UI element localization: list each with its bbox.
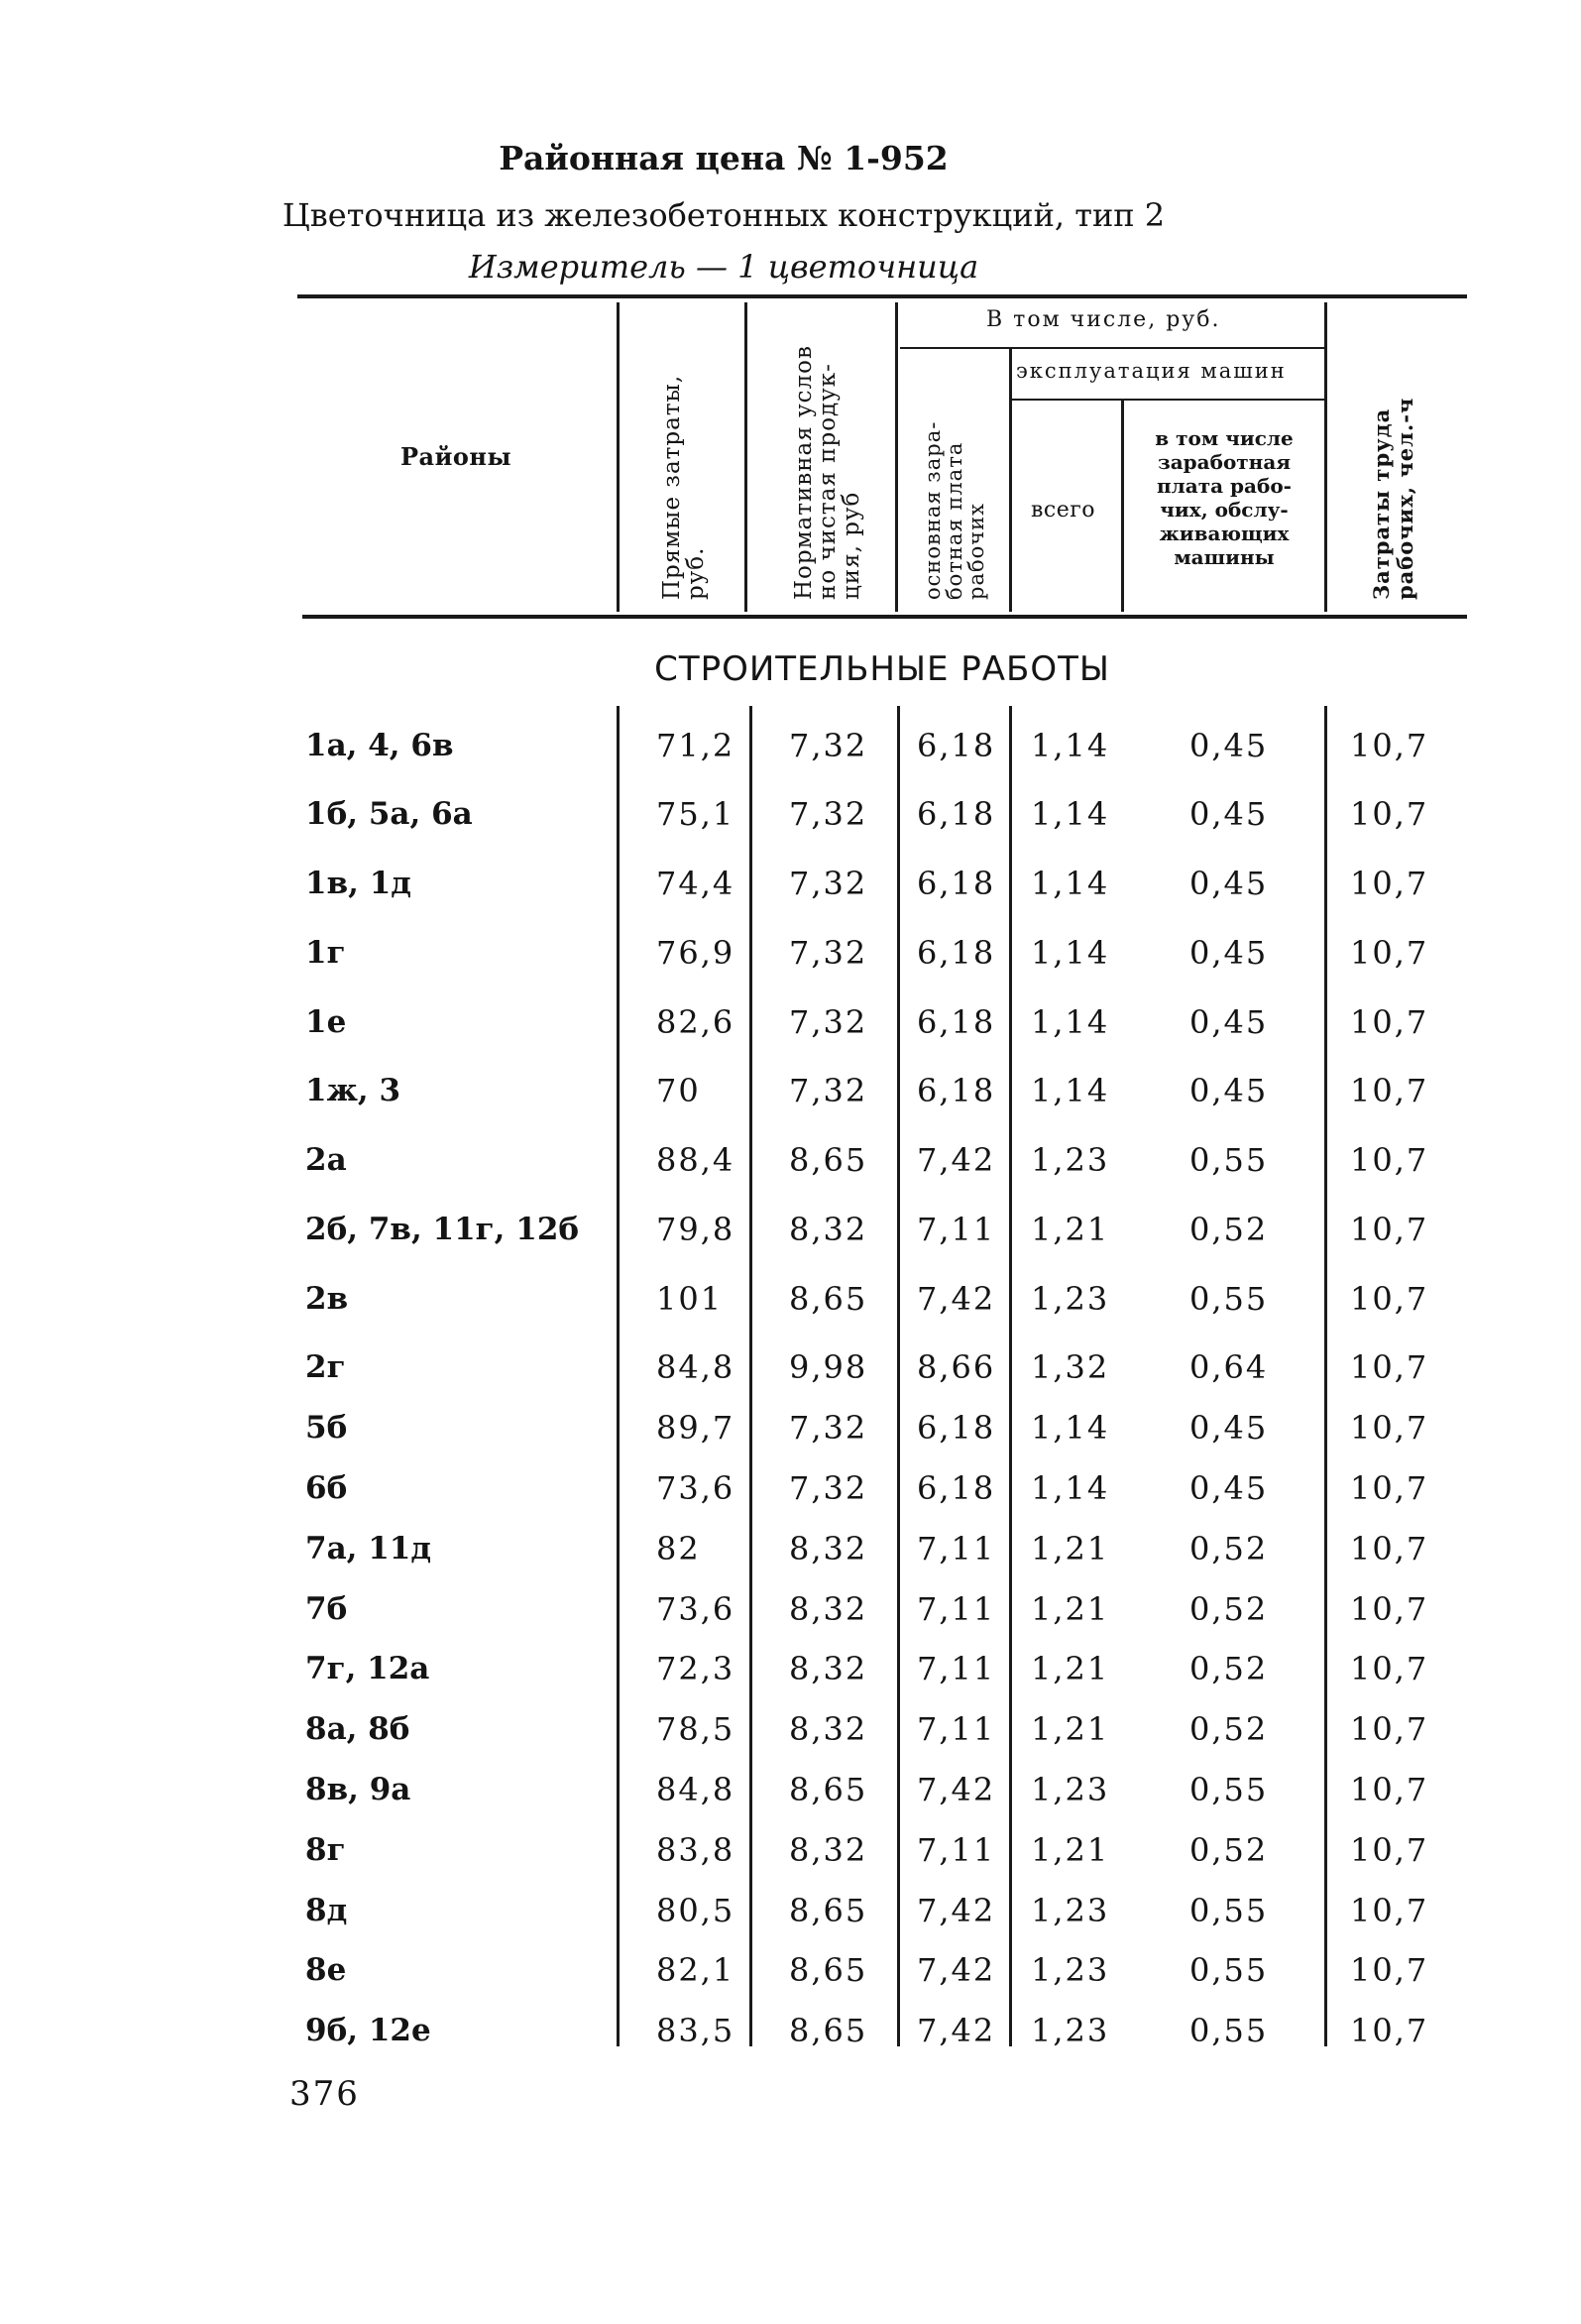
direct-costs-line-2: руб. (683, 546, 709, 600)
cell-normative: 8,65 (789, 1892, 868, 1929)
cell-basic-wage: 7,42 (917, 1771, 996, 1808)
machine-wage-line-1: в том числе (1155, 426, 1294, 450)
cell-basic-wage: 6,18 (917, 727, 996, 764)
basic-wage-line-2: ботная плата (943, 441, 966, 600)
machine-wage-line-2: заработная (1157, 450, 1292, 474)
cell-machine-total: 1,21 (1031, 1710, 1110, 1748)
cell-region: 9б, 12е (305, 2013, 431, 2048)
cell-region: 1ж, 3 (305, 1073, 401, 1108)
cell-direct-costs: 75,1 (656, 795, 735, 833)
table-row (0, 2006, 1581, 2055)
cell-direct-costs: 76,9 (656, 934, 735, 972)
cell-machine-total: 1,14 (1031, 727, 1110, 764)
cell-basic-wage: 7,42 (917, 1892, 996, 1929)
col-header-normative (778, 312, 877, 600)
cell-region: 1б, 5а, 6а (305, 796, 473, 832)
cell-machine-total: 1,14 (1031, 795, 1110, 833)
cell-machine-total: 1,23 (1031, 1280, 1110, 1318)
cell-machine-wage: 0,52 (1189, 1650, 1269, 1687)
cell-machine-wage: 0,52 (1189, 1831, 1269, 1869)
cell-normative: 9,98 (789, 1348, 868, 1386)
cell-direct-costs: 73,6 (656, 1590, 735, 1628)
cell-machine-total: 1,23 (1031, 1892, 1110, 1929)
cell-machine-wage: 0,52 (1189, 1710, 1269, 1748)
cell-labor: 10,7 (1350, 1409, 1429, 1447)
cell-normative: 8,65 (789, 1141, 868, 1179)
cell-machine-wage: 0,45 (1189, 1072, 1269, 1109)
table-row (0, 1765, 1581, 1814)
table-row (0, 1135, 1581, 1185)
cell-direct-costs: 82,1 (656, 1951, 735, 1989)
cell-basic-wage: 6,18 (917, 1409, 996, 1447)
cell-labor: 10,7 (1350, 1771, 1429, 1808)
cell-labor: 10,7 (1350, 1710, 1429, 1748)
cell-normative: 8,65 (789, 1771, 868, 1808)
col-header-direct-costs (649, 312, 719, 600)
cell-normative: 8,32 (789, 1710, 868, 1748)
cell-machine-total: 1,21 (1031, 1831, 1110, 1869)
header-divider-2 (744, 302, 747, 612)
cell-labor: 10,7 (1350, 1650, 1429, 1687)
section-title: СТРОИТЕЛЬНЫЕ РАБОТЫ (654, 649, 1110, 689)
cell-machine-wage: 0,45 (1189, 934, 1269, 972)
machine-wage-line-4: чих, обслу- (1160, 498, 1289, 522)
cell-direct-costs: 72,3 (656, 1650, 735, 1687)
cell-machine-total: 1,14 (1031, 934, 1110, 972)
cell-direct-costs: 80,5 (656, 1892, 735, 1929)
table-row (0, 721, 1581, 770)
basic-wage-line-3: рабочих (964, 503, 988, 600)
cell-machine-total: 1,21 (1031, 1530, 1110, 1568)
page-title: Районная цена № 1-952 (499, 139, 949, 177)
cell-machine-total: 1,23 (1031, 1771, 1110, 1808)
cell-basic-wage: 6,18 (917, 865, 996, 902)
normative-line-2: но чистая продук- (815, 363, 841, 600)
machine-wage-line-3: плата рабо- (1157, 474, 1292, 498)
machine-ops-rule (1011, 399, 1324, 401)
cell-labor: 10,7 (1350, 1141, 1429, 1179)
cell-labor: 10,7 (1350, 1211, 1429, 1248)
cell-machine-total: 1,21 (1031, 1211, 1110, 1248)
table-row (0, 1205, 1581, 1254)
cell-basic-wage: 7,42 (917, 1280, 996, 1318)
table-top-rule (297, 294, 1467, 298)
header-divider-6 (1324, 302, 1327, 612)
header-divider-1 (617, 302, 620, 612)
cell-machine-wage: 0,45 (1189, 795, 1269, 833)
cell-machine-wage: 0,52 (1189, 1590, 1269, 1628)
cell-region: 1г (305, 935, 346, 971)
cell-normative: 7,32 (789, 1469, 868, 1507)
cell-direct-costs: 71,2 (656, 727, 735, 764)
cell-normative: 8,32 (789, 1831, 868, 1869)
cell-region: 8в, 9а (305, 1772, 411, 1807)
header-divider-4 (1009, 349, 1012, 612)
cell-labor: 10,7 (1350, 1280, 1429, 1318)
cell-machine-wage: 0,52 (1189, 1211, 1269, 1248)
cell-machine-wage: 0,55 (1189, 1280, 1269, 1318)
page-subtitle: Цветочница из железобетонных конструкций, тип 2 (282, 196, 1166, 234)
cell-normative: 8,32 (789, 1211, 868, 1248)
col-header-including: В том числе, руб. (986, 307, 1221, 332)
cell-machine-wage: 0,55 (1189, 1892, 1269, 1929)
cell-basic-wage: 7,42 (917, 2012, 996, 2049)
cell-basic-wage: 6,18 (917, 934, 996, 972)
cell-direct-costs: 74,4 (656, 865, 735, 902)
cell-labor: 10,7 (1350, 1530, 1429, 1568)
cell-basic-wage: 7,11 (917, 1530, 996, 1568)
cell-basic-wage: 8,66 (917, 1348, 996, 1386)
cell-machine-total: 1,14 (1031, 1003, 1110, 1041)
table-row (0, 1945, 1581, 1995)
cell-labor: 10,7 (1350, 934, 1429, 972)
cell-normative: 8,32 (789, 1590, 868, 1628)
cell-region: 8а, 8б (305, 1711, 410, 1747)
cell-machine-wage: 0,64 (1189, 1348, 1269, 1386)
cell-normative: 7,32 (789, 727, 868, 764)
cell-machine-total: 1,14 (1031, 1469, 1110, 1507)
cell-machine-total: 1,23 (1031, 1141, 1110, 1179)
col-header-regions: Районы (400, 442, 512, 471)
cell-machine-wage: 0,55 (1189, 2012, 1269, 2049)
normative-line-3: ция, руб (839, 491, 864, 600)
cell-direct-costs: 78,5 (656, 1710, 735, 1748)
cell-machine-total: 1,32 (1031, 1348, 1110, 1386)
cell-machine-total: 1,21 (1031, 1590, 1110, 1628)
cell-region: 2а (305, 1142, 347, 1178)
cell-region: 2в (305, 1281, 349, 1317)
cell-region: 6б (305, 1470, 348, 1506)
cell-direct-costs: 82,6 (656, 1003, 735, 1041)
cell-region: 8г (305, 1832, 346, 1868)
cell-machine-wage: 0,55 (1189, 1141, 1269, 1179)
measure-unit: Измеритель — 1 цветочница (468, 248, 979, 286)
cell-machine-wage: 0,55 (1189, 1951, 1269, 1989)
col-header-labor (1360, 372, 1427, 600)
cell-machine-wage: 0,45 (1189, 1409, 1269, 1447)
cell-basic-wage: 7,42 (917, 1951, 996, 1989)
cell-region: 1е (305, 1004, 347, 1040)
cell-direct-costs: 84,8 (656, 1771, 735, 1808)
cell-normative: 7,32 (789, 1003, 868, 1041)
col-header-machine-ops: эксплуатация машин (1016, 359, 1287, 383)
cell-machine-wage: 0,52 (1189, 1530, 1269, 1568)
cell-labor: 10,7 (1350, 1469, 1429, 1507)
col-header-machine-wage (1130, 426, 1318, 569)
direct-costs-line-1: Прямые затраты, (659, 374, 685, 600)
cell-basic-wage: 6,18 (917, 1072, 996, 1109)
cell-basic-wage: 6,18 (917, 795, 996, 833)
table-row (0, 997, 1581, 1047)
table-row (0, 1644, 1581, 1693)
cell-labor: 10,7 (1350, 1951, 1429, 1989)
cell-basic-wage: 6,18 (917, 1003, 996, 1041)
cell-basic-wage: 6,18 (917, 1469, 996, 1507)
cell-direct-costs: 79,8 (656, 1211, 735, 1248)
cell-region: 8д (305, 1893, 348, 1928)
cell-direct-costs: 73,6 (656, 1469, 735, 1507)
cell-labor: 10,7 (1350, 2012, 1429, 2049)
cell-basic-wage: 7,11 (917, 1211, 996, 1248)
cell-machine-total: 1,23 (1031, 1951, 1110, 1989)
cell-machine-wage: 0,45 (1189, 1003, 1269, 1041)
cell-basic-wage: 7,42 (917, 1141, 996, 1179)
including-rule (900, 347, 1324, 349)
cell-machine-wage: 0,45 (1189, 1469, 1269, 1507)
table-row (0, 1886, 1581, 1935)
table-row (0, 928, 1581, 978)
cell-region: 1а, 4, 6в (305, 728, 454, 763)
cell-basic-wage: 7,11 (917, 1590, 996, 1628)
cell-direct-costs: 82 (656, 1530, 701, 1568)
cell-direct-costs: 101 (656, 1280, 724, 1318)
col-header-total: всего (1031, 498, 1095, 523)
cell-basic-wage: 7,11 (917, 1650, 996, 1687)
table-row (0, 1403, 1581, 1452)
cell-basic-wage: 7,11 (917, 1831, 996, 1869)
cell-normative: 8,65 (789, 2012, 868, 2049)
labor-line-2: рабочих, чел.-ч (1393, 397, 1417, 600)
cell-labor: 10,7 (1350, 727, 1429, 764)
cell-direct-costs: 70 (656, 1072, 701, 1109)
cell-machine-wage: 0,55 (1189, 1771, 1269, 1808)
cell-labor: 10,7 (1350, 1892, 1429, 1929)
cell-direct-costs: 88,4 (656, 1141, 735, 1179)
cell-normative: 8,65 (789, 1951, 868, 1989)
cell-labor: 10,7 (1350, 1348, 1429, 1386)
cell-labor: 10,7 (1350, 1590, 1429, 1628)
cell-machine-total: 1,14 (1031, 1409, 1110, 1447)
labor-line-1: Затраты труда (1369, 407, 1394, 600)
cell-region: 2г (305, 1349, 346, 1385)
header-bottom-rule (302, 615, 1467, 619)
cell-direct-costs: 83,5 (656, 2012, 735, 2049)
cell-normative: 8,32 (789, 1530, 868, 1568)
cell-normative: 7,32 (789, 1409, 868, 1447)
cell-labor: 10,7 (1350, 1072, 1429, 1109)
cell-normative: 7,32 (789, 1072, 868, 1109)
table-row (0, 1825, 1581, 1875)
cell-direct-costs: 84,8 (656, 1348, 735, 1386)
cell-normative: 8,32 (789, 1650, 868, 1687)
cell-machine-total: 1,14 (1031, 1072, 1110, 1109)
cell-labor: 10,7 (1350, 1003, 1429, 1041)
col-header-basic-wage (914, 372, 995, 600)
machine-wage-line-5: живающих (1159, 522, 1290, 545)
cell-normative: 7,32 (789, 865, 868, 902)
table-row (0, 1066, 1581, 1115)
cell-region: 1в, 1д (305, 866, 411, 901)
cell-machine-wage: 0,45 (1189, 727, 1269, 764)
cell-machine-total: 1,21 (1031, 1650, 1110, 1687)
table-row (0, 1342, 1581, 1392)
table-row (0, 859, 1581, 908)
table-row (0, 1584, 1581, 1634)
cell-labor: 10,7 (1350, 865, 1429, 902)
cell-machine-total: 1,23 (1031, 2012, 1110, 2049)
cell-region: 5б (305, 1410, 348, 1446)
table-row (0, 1463, 1581, 1513)
cell-region: 7г, 12а (305, 1651, 430, 1686)
page-number: 376 (289, 2074, 360, 2114)
cell-machine-total: 1,14 (1031, 865, 1110, 902)
cell-region: 7б (305, 1591, 348, 1627)
cell-labor: 10,7 (1350, 795, 1429, 833)
machine-wage-line-6: машины (1174, 545, 1275, 569)
cell-normative: 7,32 (789, 934, 868, 972)
cell-region: 8е (305, 1952, 347, 1988)
table-row (0, 1274, 1581, 1324)
table-row (0, 1524, 1581, 1573)
cell-labor: 10,7 (1350, 1831, 1429, 1869)
header-divider-3 (895, 302, 898, 612)
table-row (0, 789, 1581, 839)
normative-line-1: Нормативная услов (791, 345, 817, 600)
cell-normative: 7,32 (789, 795, 868, 833)
cell-region: 7а, 11д (305, 1531, 432, 1567)
basic-wage-line-1: основная зара- (921, 420, 945, 600)
cell-region: 2б, 7в, 11г, 12б (305, 1212, 580, 1247)
cell-basic-wage: 7,11 (917, 1710, 996, 1748)
header-divider-5 (1121, 401, 1124, 612)
cell-machine-wage: 0,45 (1189, 865, 1269, 902)
cell-normative: 8,65 (789, 1280, 868, 1318)
table-row (0, 1704, 1581, 1754)
cell-direct-costs: 83,8 (656, 1831, 735, 1869)
cell-direct-costs: 89,7 (656, 1409, 735, 1447)
